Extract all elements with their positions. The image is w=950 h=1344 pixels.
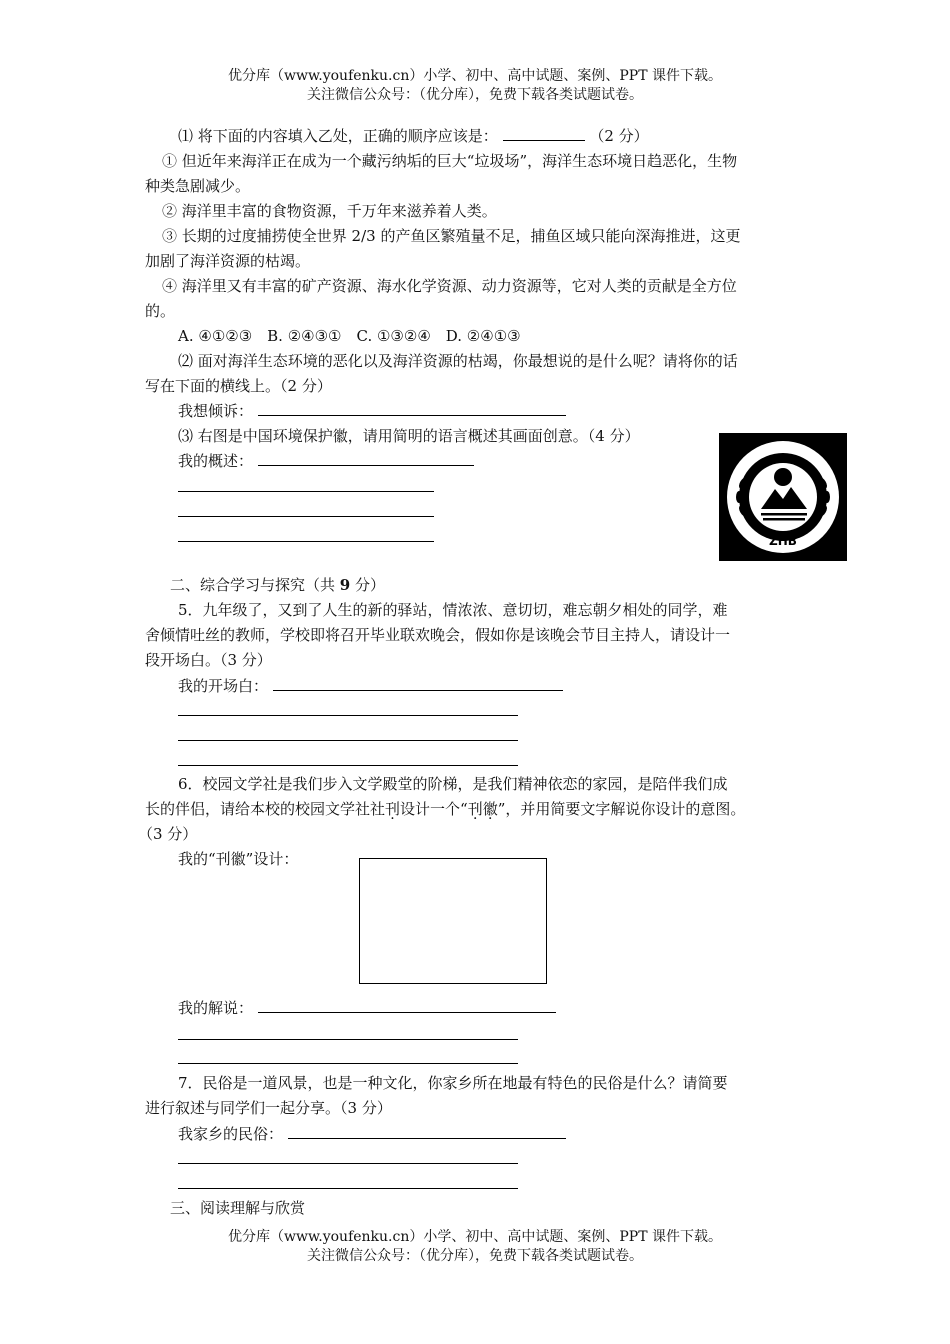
answer-blank-q7[interactable]: [288, 1123, 566, 1139]
answer-blank-q5[interactable]: [273, 675, 563, 691]
emblem-design-box[interactable]: [359, 858, 547, 984]
answer-line-q7-2[interactable]: [178, 1188, 518, 1189]
question-order-points: （2 分）: [589, 127, 649, 145]
answer-line-emblem-1[interactable]: [178, 491, 434, 492]
answer-blank-emblem[interactable]: [258, 450, 474, 466]
question-order-prompt-text: ⑴ 将下面的内容填入乙处，正确的顺序应该是：: [178, 127, 498, 145]
answer-blank-order[interactable]: [503, 125, 585, 141]
q6-explain-answer: [178, 997, 556, 1019]
answer-line-emblem-3[interactable]: [178, 541, 434, 542]
q6-line-2-mid: 设计一个“: [400, 800, 468, 818]
statement-2: ② 海洋里丰富的食物资源，千万年来滋养着人类。: [162, 202, 497, 220]
section-2-title-pre: 二、综合学习与探究（共: [170, 576, 340, 594]
q6-emphasis-hui: 徽: [482, 800, 498, 818]
answer-line-q6-1[interactable]: [178, 1039, 518, 1040]
question-emblem-label: 我的概述：: [178, 452, 254, 470]
q7-label: 我家乡的民俗：: [178, 1125, 284, 1143]
statement-1-line-1: ① 但近年来海洋正在成为一个藏污纳垢的巨大“垃圾场”，海洋生态环境日趋恶化，生物: [162, 152, 738, 170]
question-emblem-answer: [178, 450, 474, 472]
q5-answer: [178, 675, 563, 697]
answer-line-q7-1[interactable]: [178, 1163, 518, 1164]
answer-options: A. ④①②③ B. ②④③① C. ①③②④ D. ②④①③: [178, 327, 521, 345]
q5-line-2: 舍倾情吐丝的教师，学校即将召开毕业联欢晚会，假如你是该晚会节目主持人，请设计一: [145, 626, 731, 644]
q6-line-2: [145, 798, 745, 820]
q7-line-1: 7．民俗是一道风景，也是一种文化，你家乡所在地最有特色的民俗是什么？请简要: [178, 1074, 728, 1092]
answer-blank-q6[interactable]: [258, 997, 556, 1013]
q5-label: 我的开场白：: [178, 677, 269, 695]
question-tell-label: 我想倾诉：: [178, 402, 254, 420]
section-2-title-points: 9: [339, 576, 351, 594]
question-emblem-line-1: ⑶ 右图是中国环境保护徽，请用简明的语言概述其画面创意。（4 分）: [178, 427, 640, 445]
q6-line-1: 6．校园文学社是我们步入文学殿堂的阶梯，是我们精神依恋的家园，是陪伴我们成: [178, 775, 728, 793]
answer-line-q6-2[interactable]: [178, 1063, 518, 1064]
statement-4-line-2: 的。: [145, 302, 176, 320]
environmental-protection-emblem: [719, 433, 847, 561]
q5-line-1: 5．九年级了，又到了人生的新的驿站，情浓浓、意切切，难忘朝夕相处的同学，难: [178, 601, 728, 619]
emblem-graphic: [719, 433, 847, 561]
header-line-1: 优分库（www.youfenku.cn）小学、初中、高中试题、案例、PPT 课件下载。: [227, 68, 722, 84]
q6-design-label: 我的“刊徽”设计：: [178, 850, 299, 868]
emblem-letters: ZHB: [769, 534, 797, 548]
answer-line-q5-1[interactable]: [178, 715, 518, 716]
footer-line-1: 优分库（www.youfenku.cn）小学、初中、高中试题、案例、PPT 课件下载。: [227, 1229, 722, 1245]
section-2-title: [170, 574, 385, 596]
q6-emphasis-kan-2: 刊: [467, 800, 483, 818]
statement-3-line-2: 加剧了海洋资源的枯竭。: [145, 252, 311, 270]
question-tell-answer: [178, 400, 566, 422]
q5-line-3: 段开场白。（3 分）: [145, 651, 272, 669]
q6-line-2-post: ”，并用简要文字解说你设计的意图。: [497, 800, 746, 818]
q6-emphasis-kan-1: 刊: [385, 800, 401, 818]
footer-line-2: 关注微信公众号：（优分库），免费下载各类试题试卷。: [307, 1248, 643, 1264]
q6-line-3: （3 分）: [138, 825, 198, 843]
question-tell-line-1: ⑵ 面对海洋生态环境的恶化以及海洋资源的枯竭，你最想说的是什么呢？请将你的话: [178, 352, 738, 370]
section-2-title-post: 分）: [350, 576, 385, 594]
header-line-2: 关注微信公众号：（优分库），免费下载各类试题试卷。: [307, 87, 643, 103]
question-tell-line-2: 写在下面的横线上。（2 分）: [145, 377, 332, 395]
statement-1-line-2: 种类急剧减少。: [145, 177, 251, 195]
answer-line-q5-2[interactable]: [178, 740, 518, 741]
statement-4-line-1: ④ 海洋里又有丰富的矿产资源、海水化学资源、动力资源等，它对人类的贡献是全方位: [162, 277, 737, 295]
section-3-title: 三、阅读理解与欣赏: [170, 1199, 306, 1217]
statement-3-line-1: ③ 长期的过度捕捞使全世界 2/3 的产鱼区繁殖量不足，捕鱼区域只能向深海推进，这更: [162, 227, 741, 245]
answer-line-emblem-2[interactable]: [178, 516, 434, 517]
q6-explain-label: 我的解说：: [178, 999, 254, 1017]
q7-line-2: 进行叙述与同学们一起分享。（3 分）: [145, 1099, 392, 1117]
q7-answer: [178, 1123, 566, 1145]
q6-line-2-pre: 长的伴侣，请给本校的校园文学社社: [145, 800, 386, 818]
question-order-prompt: [178, 125, 649, 147]
answer-blank-tell[interactable]: [258, 400, 566, 416]
answer-line-q5-3[interactable]: [178, 765, 518, 766]
